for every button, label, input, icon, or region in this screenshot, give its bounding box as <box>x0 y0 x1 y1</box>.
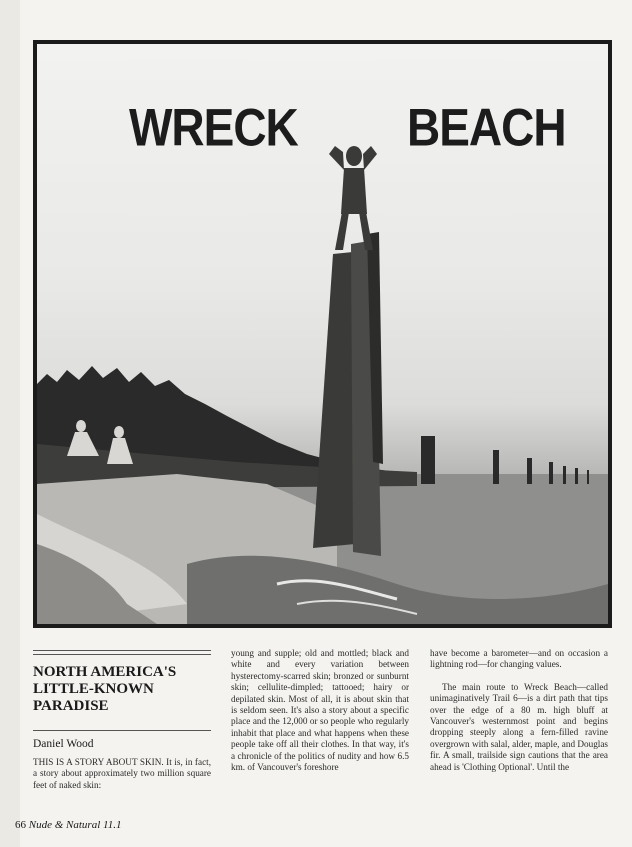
title-word-beach: BEACH <box>407 97 566 157</box>
magazine-name: Nude & Natural 11.1 <box>28 819 122 831</box>
headline-rule-bottom <box>33 730 211 731</box>
article-headline: NORTH AMERICA'S LITTLE-KNOWN PARADISE <box>33 664 177 714</box>
beach-photo <box>37 44 608 624</box>
page-edge <box>0 0 20 847</box>
article-column-3-paragraph-2: The main route to Wreck Beach—called unimaginatively Trail 6—is a dirt path that tips over the edge of a 80 m. high bluff at Vancouver's westernmost point and begins dropping steeply along a fern-filled ravine overgrown with salal, alder, maple, and Douglas fir. A small, trailside sign cautions that the area ahead is 'Clothing Optional'. Until the <box>430 681 608 772</box>
article-column-2: young and supple; old and mottled; black and white and every variation between hysterectomy-scarred skin; bronzed or sunburnt skin; cellulite-dimpled; tattooed; hairy or depilated skin. Most of all, it is about skin that is seldom seen. It's also a story about a specific place and the 12,000 or so people who regularly inhabit that place and what happens when these people take off all their clothes. In that way, it's a chronicle of the politics of nudity and how 6.5 km. of Vancouver's foreshore <box>231 648 409 773</box>
article-column-3-paragraph-1: have become a barometer—and on occasion a lightning rod—for changing values. <box>430 648 608 670</box>
headline-rule-top <box>33 650 211 651</box>
article-column-3 <box>430 648 608 782</box>
page-number: 66 <box>15 819 26 831</box>
title-word-wreck: WRECK <box>129 97 298 157</box>
page-footer <box>15 819 121 831</box>
headline-rule-top-2 <box>33 654 211 655</box>
author-byline: Daniel Wood <box>33 738 94 750</box>
article-column-1: THIS IS A STORY ABOUT SKIN. It is, in fact, a story about approximately two million square feet of naked skin: <box>33 757 211 790</box>
photo-frame <box>33 40 612 628</box>
